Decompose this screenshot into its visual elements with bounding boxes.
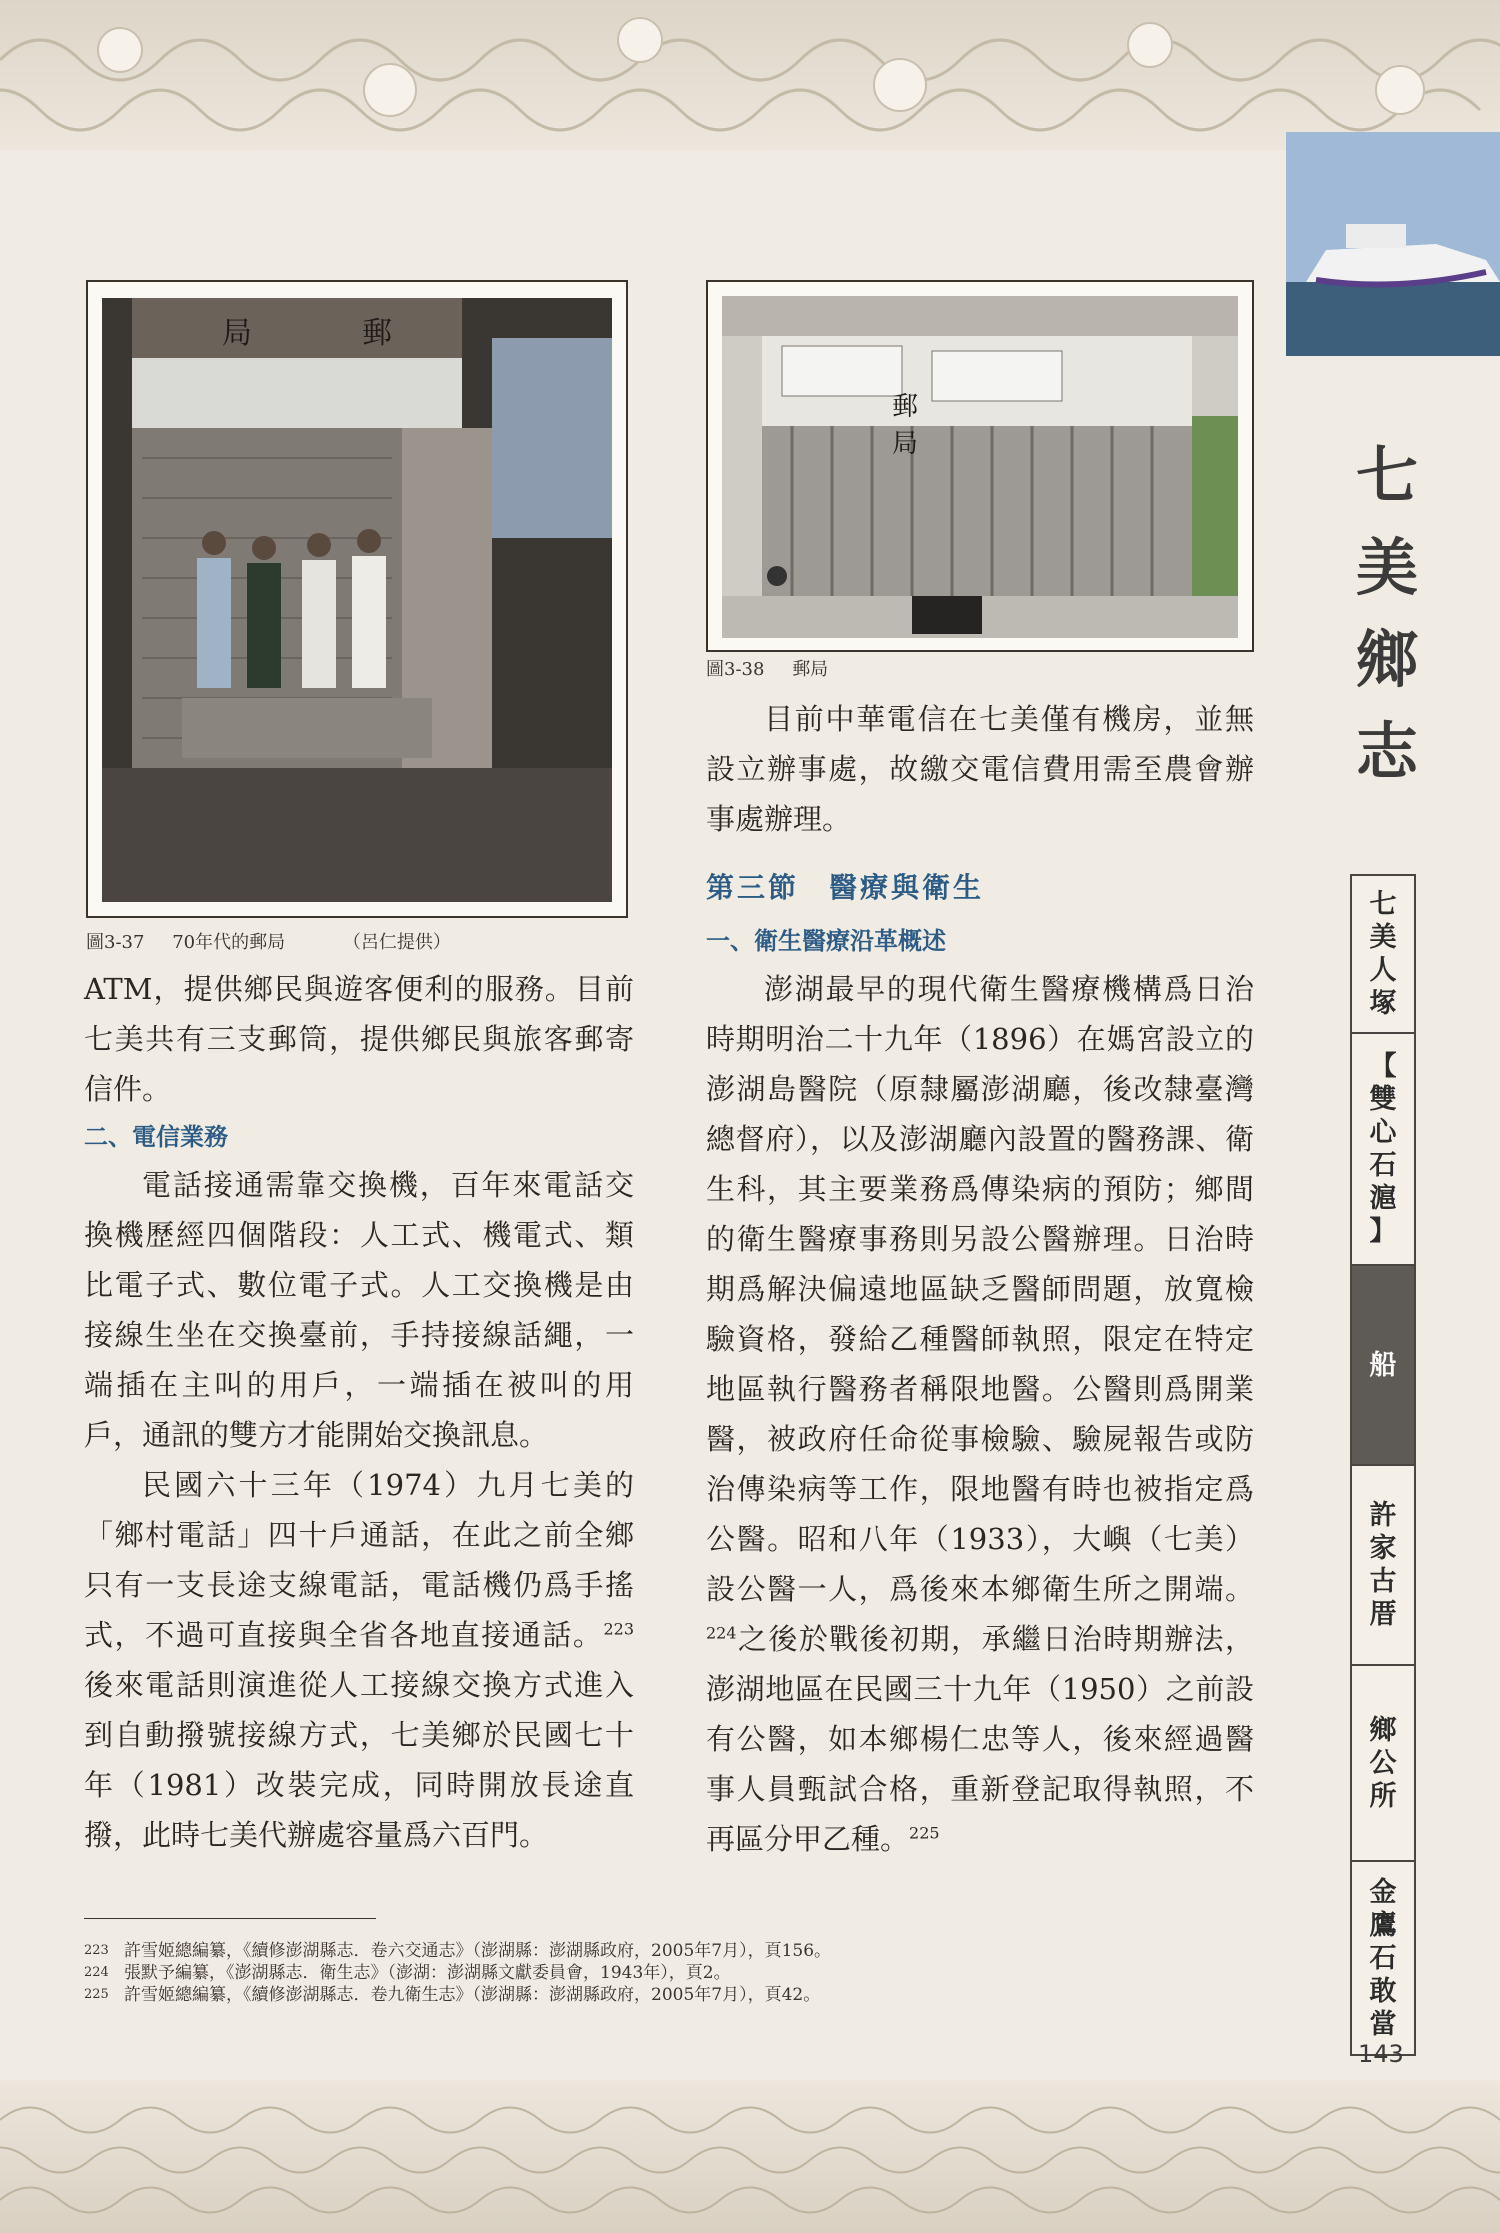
figure-3-37-frame bbox=[86, 280, 628, 918]
footnote-ref-224[interactable]: 224 bbox=[706, 1623, 737, 1643]
footnote-ref-223[interactable]: 223 bbox=[603, 1619, 634, 1639]
figure-3-38-title: 郵局 bbox=[792, 659, 829, 680]
nav-item-qimei-renzhong[interactable]: 七 美 人 塚 bbox=[1352, 876, 1414, 1034]
nav-item-township-office[interactable]: 鄉 公 所 bbox=[1352, 1666, 1414, 1862]
paragraph-atm: ATM，提供鄉民與遊客便利的服務。目前七美共有三支郵筒，提供鄉民與旅客郵寄信件。 bbox=[84, 972, 634, 1106]
paragraph-village-phone-text: 民國六十三年（1974）九月七美的「鄉村電話」四十戶通話，在此之前全鄉只有一支長途支線電話，電話機仍爲手搖式，不過可直接與全省各地直接通話。 bbox=[84, 1468, 634, 1652]
footnote-225: 225 許雪姬總編纂，《續修澎湖縣志．卷九衛生志》（澎湖縣：澎湖縣政府，2005年7月），頁42。 bbox=[84, 1985, 821, 2005]
paragraph-medical-text-a: 澎湖最早的現代衛生醫療機構爲日治時期明治二十九年（1896）在媽宮設立的澎湖島醫院（原隸屬澎湖廳，後改隸臺灣總督府），以及澎湖廳內設置的醫務課、衛生科，其主要業務爲傳染病的預防；鄉間的衛生醫療事務則另設公醫辦理。日治時期爲解決偏遠地區缺乏醫師問題，放寬檢驗資格，發給乙種醫師執照，限定在特定地區執行醫務者稱限地醫。公醫則爲開業醫，被政府任命從事檢驗、驗屍報告或防治傳染病等工作，限地醫有時也被指定爲公醫。昭和八年（1933），大嶼（七美）設公醫一人，爲後來本鄉衛生所之開端。 bbox=[706, 972, 1254, 1606]
left-text-column bbox=[84, 964, 634, 1860]
section-name: 醫療與衛生 bbox=[829, 871, 985, 904]
figure-3-38-photo bbox=[722, 296, 1238, 638]
nav-item-golden-eagle-stone[interactable]: 金 鷹 石 敢 當 bbox=[1369, 1876, 1397, 2040]
figure-3-38-sign-text: 郵 局 bbox=[892, 392, 1085, 459]
ferry-photo bbox=[1286, 132, 1500, 356]
footnotes bbox=[84, 1940, 1304, 2006]
figure-3-38-frame bbox=[706, 280, 1254, 652]
nav-item-hsu-family-house[interactable]: 許 家 古 厝 bbox=[1352, 1466, 1414, 1666]
subheading-telecom: 二、電信業務 bbox=[84, 1123, 228, 1151]
footnote-224: 224 張默予編纂，《澎湖縣志．衛生志》（澎湖：澎湖縣文獻委員會，1943年），頁2。 bbox=[84, 1963, 731, 1983]
figure-3-37-photo bbox=[102, 298, 612, 902]
figure-3-38-caption bbox=[706, 655, 850, 681]
nav-item-ship[interactable]: 船 bbox=[1352, 1266, 1414, 1466]
paragraph-medical-text-b: 之後於戰後初期，承繼日治時期辦法，澎湖地區在民國三十九年（1950）之前設有公醫，如本鄉楊仁忠等人，後來經過醫事人員甄試合格，重新登記取得執照，不再區分甲乙種。 bbox=[706, 1622, 1254, 1856]
paragraph-chunghwa: 目前中華電信在七美僅有機房，並無設立辦事處，故繳交電信費用需至農會辦事處辦理。 bbox=[706, 702, 1254, 836]
figure-3-37-title: 70年代的郵局 bbox=[172, 932, 286, 953]
figure-3-38-number: 圖3-38 bbox=[706, 659, 765, 680]
cloud-pattern-top bbox=[0, 0, 1500, 150]
volume-title: 七 美 鄉 志 bbox=[1355, 439, 1418, 788]
wave-pattern-bottom bbox=[0, 2080, 1500, 2233]
figure-3-37-caption bbox=[86, 928, 473, 954]
figure-3-37-sign-text: 局 郵 bbox=[222, 316, 432, 351]
page-number: 143 bbox=[1358, 2040, 1404, 2068]
paragraph-switchboard: 電話接通需靠交換機，百年來電話交換機歷經四個階段：人工式、機電式、類比電子式、數位電子式。人工交換機是由接線生坐在交換臺前，手持接線話繩，一端插在主叫的用戶，一端插在被叫的用戶，通訊的雙方才能開始交換訊息。 bbox=[84, 1168, 634, 1452]
section-number: 第三節 bbox=[706, 871, 800, 904]
nav-item-twin-hearts-weir[interactable]: 【 雙 心 石 滬 】 bbox=[1352, 1034, 1414, 1266]
sidebar-nav bbox=[1350, 874, 1416, 2056]
paragraph-village-phone bbox=[84, 1460, 634, 1860]
right-text-column bbox=[706, 694, 1254, 1864]
section-title bbox=[706, 858, 1254, 918]
figure-3-37-number: 圖3-37 bbox=[86, 932, 145, 953]
subheading-medical-history: 一、衛生醫療沿革概述 bbox=[706, 927, 946, 955]
footnote-223: 223 許雪姬總編纂，《續修澎湖縣志．卷六交通志》（澎湖縣：澎湖縣政府，2005年7月），頁156。 bbox=[84, 1941, 832, 1961]
paragraph-auto-dial-text: 後來電話則演進從人工接線交換方式進入到自動撥號接線方式，七美鄉於民國七十年（1981）改裝完成，同時開放長途直撥，此時七美代辦處容量爲六百門。 bbox=[84, 1668, 634, 1852]
figure-3-37-credit: （呂仁提供） bbox=[342, 932, 451, 953]
footnote-divider bbox=[84, 1918, 376, 1919]
footnote-ref-225[interactable]: 225 bbox=[909, 1823, 940, 1843]
paragraph-medical bbox=[706, 964, 1254, 1864]
